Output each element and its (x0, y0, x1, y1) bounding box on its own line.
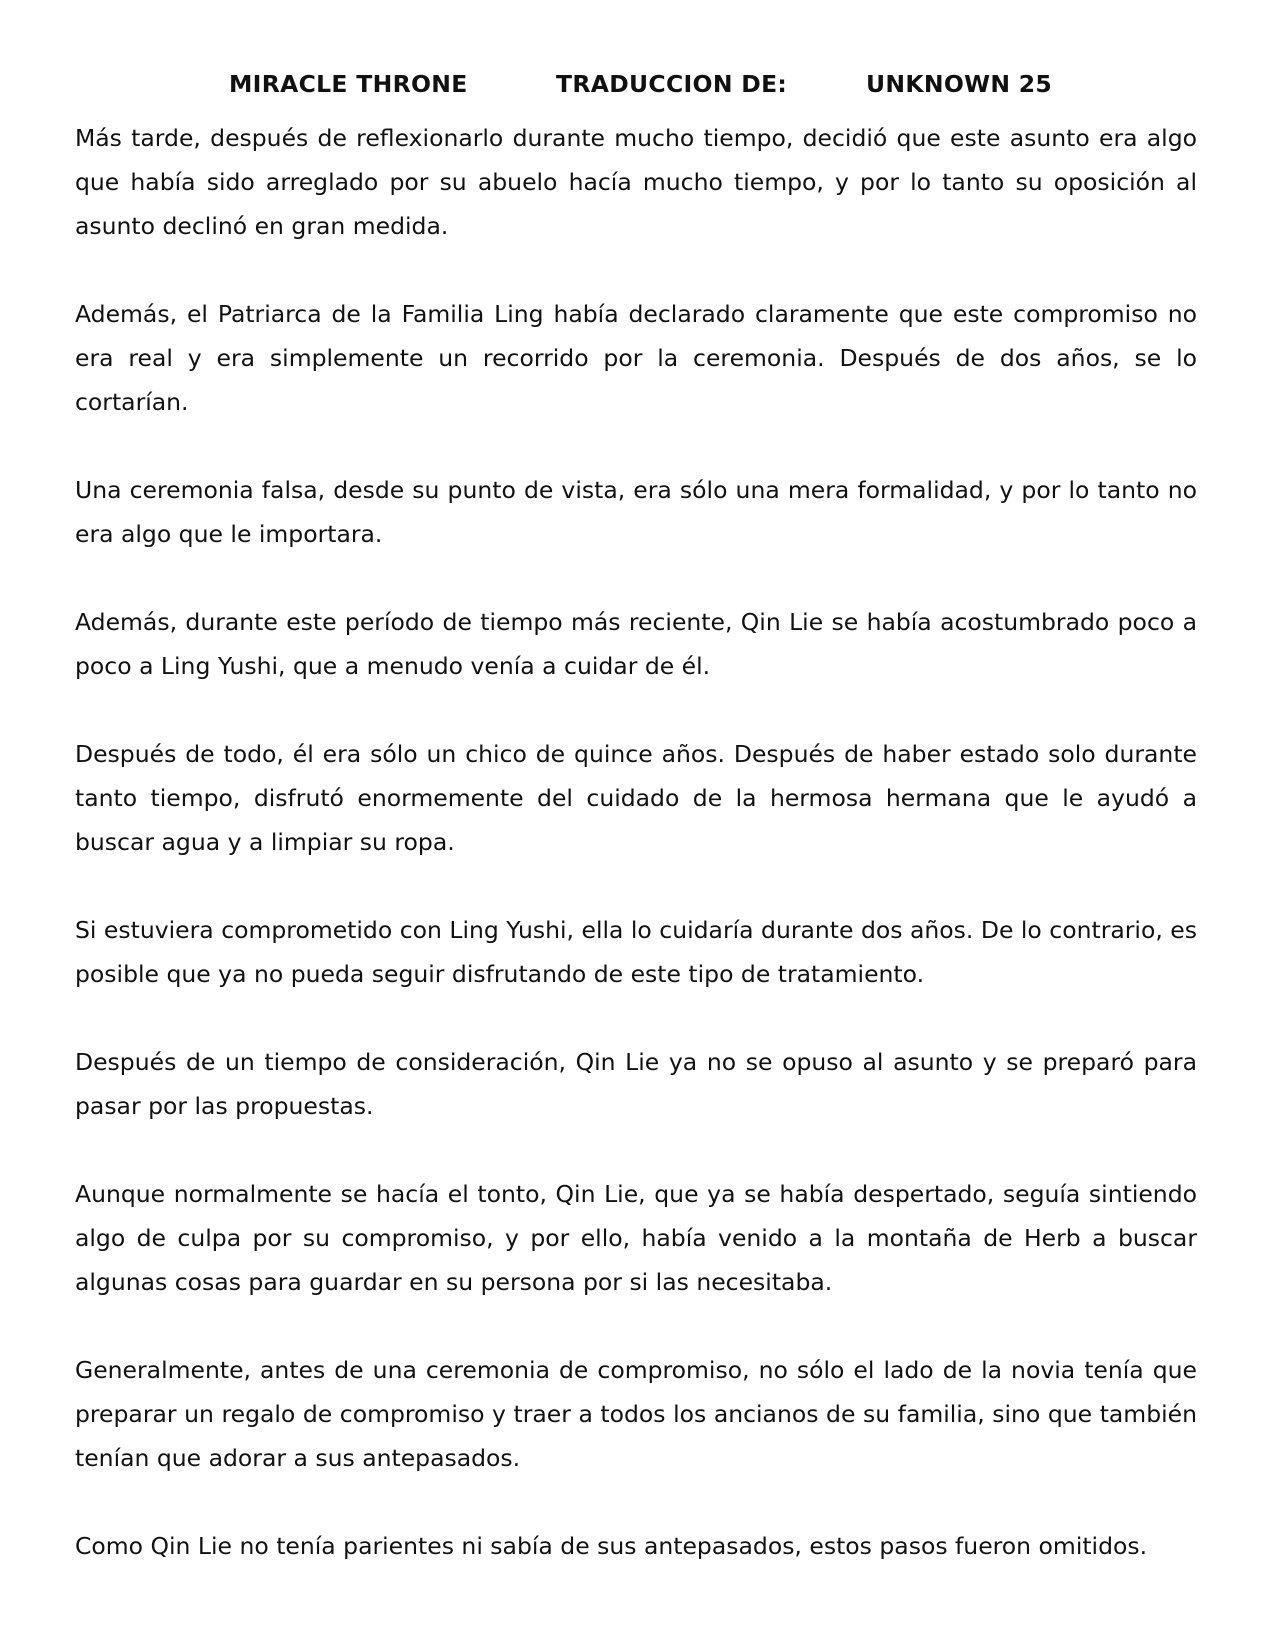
paragraph: Como Qin Lie no tenía parientes ni sabía de sus antepasados, estos pasos fueron omitidos. (75, 1532, 1148, 1560)
paragraph: Además, durante este período de tiempo más reciente, Qin Lie se había acostumbrado poco a poco a Ling Yushi, que a menudo venía a cuidar de él. (75, 608, 1197, 680)
page-header (0, 70, 1275, 106)
paragraph: Después de un tiempo de consideración, Qin Lie ya no se opuso al asunto y se preparó para pasar por las propuestas. (75, 1048, 1197, 1120)
paragraph: Si estuviera comprometido con Ling Yushi, ella lo cuidaría durante dos años. De lo contrario, es posible que ya no pueda seguir disfrutando de este tipo de tratamiento. (75, 916, 1197, 988)
translator-name: UNKNOWN 25 (866, 70, 1053, 98)
paragraph: Después de todo, él era sólo un chico de quince años. Después de haber estado solo durante tanto tiempo, disfrutó enormemente del cuidado de la hermosa hermana que le ayudó a buscar agua y a limpiar su ropa. (75, 740, 1197, 856)
paragraph: Una ceremonia falsa, desde su punto de vista, era sólo una mera formalidad, y por lo tanto no era algo que le importara. (75, 476, 1197, 548)
document-body (75, 116, 1197, 1568)
novel-title: MIRACLE THRONE (229, 70, 468, 98)
paragraph: Aunque normalmente se hacía el tonto, Qin Lie, que ya se había despertado, seguía sintiendo algo de culpa por su compromiso, y por ello, había venido a la montaña de Herb a buscar algunas cosas para guardar en su persona por si las necesitaba. (75, 1180, 1197, 1296)
translation-label: TRADUCCION DE: (556, 70, 788, 98)
paragraph: Más tarde, después de reflexionarlo durante mucho tiempo, decidió que este asunto era algo que había sido arreglado por su abuelo hacía mucho tiempo, y por lo tanto su oposición al asunto declinó en gran medida. (75, 124, 1197, 240)
paragraph: Además, el Patriarca de la Familia Ling había declarado claramente que este compromiso no era real y era simplemente un recorrido por la ceremonia. Después de dos años, se lo cortarían. (75, 300, 1197, 416)
paragraph: Generalmente, antes de una ceremonia de compromiso, no sólo el lado de la novia tenía que preparar un regalo de compromiso y traer a todos los ancianos de su familia, sino que también tenían que adorar a sus antepasados. (75, 1356, 1197, 1472)
